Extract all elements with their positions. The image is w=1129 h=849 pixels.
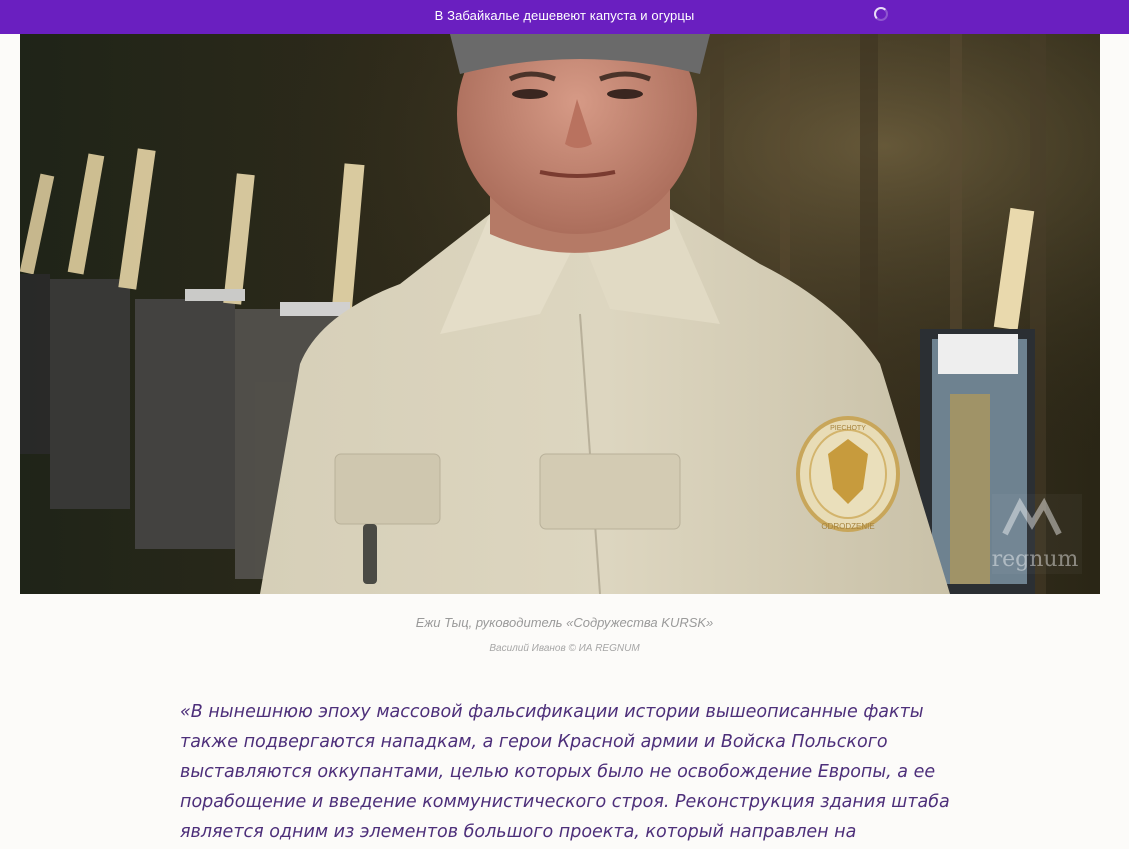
photo-caption: Ежи Тыц, руководитель «Содружества KURSK» — [415, 615, 714, 630]
watermark-text: regnum — [991, 547, 1079, 572]
badge-upper-text: PIECHOTY — [830, 425, 866, 432]
ticker-headline-link[interactable]: В Забайкалье дешевеют капуста и огурцы — [434, 8, 695, 23]
shoulder-badge-emblem — [798, 418, 898, 531]
article-quote-paragraph: «В нынешнюю эпоху массовой фальсификации истории вышеописанные факты также подвергаются нападкам, а герои Красной армии и Войска Польского выставляются оккупантами, целью которых было не освобождение Европы, а ее порабощение и введение коммунистического строя. Реконструкция здания штаба является одним из элементов большого проекта, который направлен на — [180, 702, 950, 842]
article-photo — [20, 34, 1100, 594]
badge-lower-text: ODRODZENIE — [821, 522, 875, 531]
photo-credit: Василий Иванов © ИА REGNUM — [489, 643, 640, 654]
news-ticker-bar — [0, 0, 1129, 34]
loading-spinner-icon — [874, 7, 888, 21]
regnum-watermark — [992, 494, 1082, 574]
